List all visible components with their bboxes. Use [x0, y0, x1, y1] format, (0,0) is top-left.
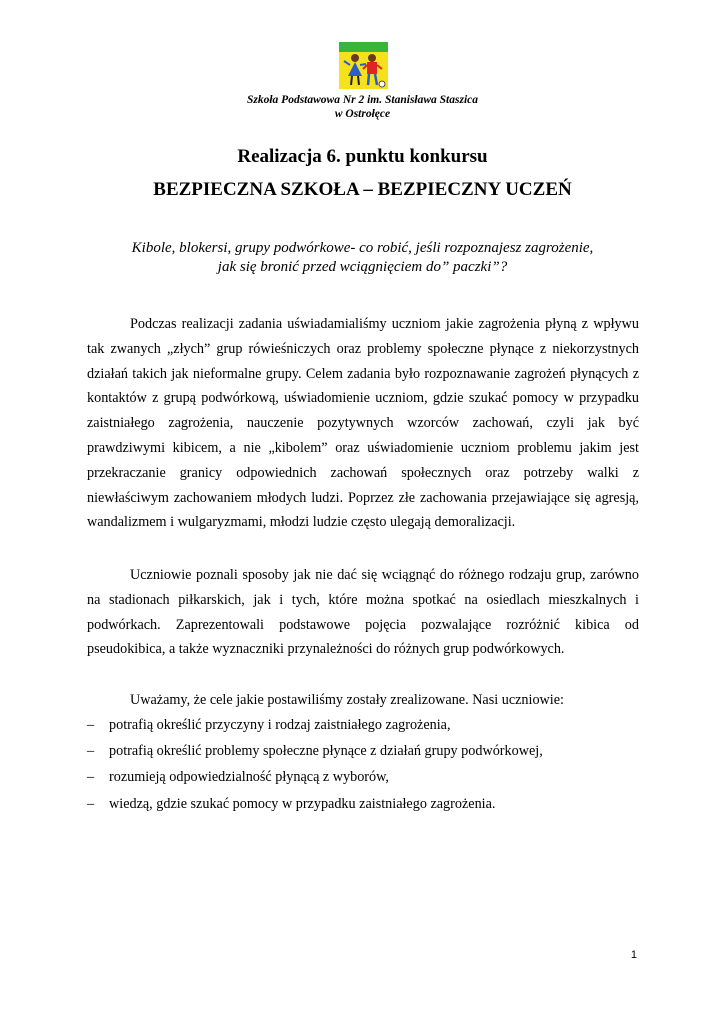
- dash-bullet: –: [87, 717, 95, 733]
- paragraph-2: [87, 563, 639, 662]
- list-item: [87, 713, 647, 739]
- document-title: Realizacja 6. punktu konkursu: [237, 146, 488, 167]
- page-number: 1: [630, 949, 637, 961]
- school-name-line2: w Ostrołęce: [334, 108, 391, 120]
- document-subtitle-caps: BEZPIECZNA SZKOŁA – BEZPIECZNY UCZEŃ: [153, 179, 572, 200]
- list-item: [87, 792, 647, 818]
- topic-line1: Kibole, blokersi, grupy podwórkowe- co robić, jeśli rozpoznajesz zagrożenie,: [131, 240, 594, 256]
- dash-bullet: –: [87, 769, 95, 786]
- list-item-text: potrafią określić przyczyny i rodzaj zaistniałego zagrożenia,: [109, 717, 451, 733]
- paragraph-3: [87, 688, 639, 713]
- dash-bullet: –: [87, 795, 95, 812]
- paragraph-1: [87, 312, 639, 535]
- list-item-text: wiedzą, gdzie szukać pomocy w przypadku zaistniałego zagrożenia.: [109, 795, 496, 812]
- list-item: [87, 739, 647, 765]
- dash-bullet: –: [87, 743, 95, 760]
- paragraph-1-text: Podczas realizacji zadania uświadamialiśmy uczniom jakie zagrożenia płyną z wpływu tak zwanych „złych” grup rówieśniczych oraz problemy społeczne płynące z niekorzystnych działań takich jak nieformalne grupy. Celem zadania było rozpoznawanie zagrożeń płynących z kontaktów z grupą podwórkową, uświadomienie uczniom, gdzie szukać pomocy w przypadku zaistniałego zagrożenia, nauczenie pozytywnych wzorców zachowań, czyli jak być prawdziwymi kibicem, a nie „kibolem” oraz uświadomienie uczniom problemu jakim jest przekraczanie granicy odpowiednich zachowań społecznych oraz potrzeby walki z niewłaściwym zachowaniem młodych ludzi. Poprzez złe zachowania przejawiające się agresją, wandalizmem i wulgaryzmami, młodzi ludzie często ulegają demoralizacji.: [87, 316, 639, 531]
- outcomes-list: [87, 713, 647, 818]
- paragraph-3-text: Uważamy, że cele jakie postawiliśmy zostały zrealizowane. Nasi uczniowie:: [130, 692, 564, 708]
- paragraph-2-text: Uczniowie poznali sposoby jak nie dać się wciągnąć do różnego rodzaju grup, zarówno na stadionach piłkarskich, jak i tych, które można spotkać na osiedlach mieszkalnych i podwórkach. Zaprezentowali podstawowe pojęcia pozwalające rozróżnić kibica od pseudokibica, a także wyznaczniki przynależności do różnych grup podwórkowych.: [87, 567, 639, 658]
- list-item-text: potrafią określić problemy społeczne płynące z działań grupy podwórkowej,: [109, 743, 543, 760]
- school-logo: [339, 42, 388, 89]
- school-name-line1: Szkoła Podstawowa Nr 2 im. Stanisława Staszica: [246, 94, 478, 106]
- topic-line2: jak się bronić przed wciągnięciem do” paczki”?: [217, 259, 508, 275]
- list-item: [87, 765, 647, 791]
- list-item-text: rozumieją odpowiedzialność płynącą z wyborów,: [109, 769, 389, 786]
